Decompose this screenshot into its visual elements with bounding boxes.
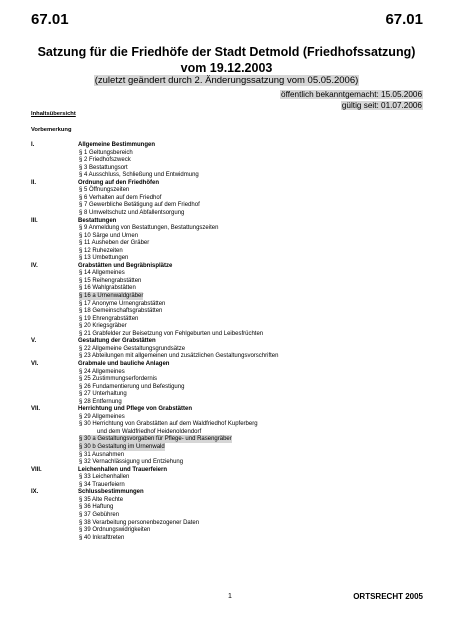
toc-section-title: Gestaltung der Grabstätten	[78, 338, 156, 345]
toc-item-label: § 33 Leichenhallen	[79, 474, 130, 481]
toc-section-number: V.	[31, 338, 37, 345]
toc-item-label: § 21 Grabfelder zur Beisetzung von Fehlgeburten und Leibesfrüchten	[79, 330, 264, 337]
toc-section-number: II.	[31, 179, 37, 186]
toc-item-label: § 9 Anmeldung von Bestattungen, Bestattungszeiten	[79, 225, 219, 232]
toc-item-label: § 34 Trauerfeiern	[79, 481, 125, 488]
published-date-text: öffentlich bekanntgemacht: 15.05.2006	[281, 90, 422, 99]
toc-section-number: VIII.	[31, 466, 42, 473]
toc-section-number: III.	[31, 217, 38, 224]
toc-section-number: I.	[31, 142, 35, 148]
toc-item-label: § 16 Wahlgrabstätten	[79, 285, 136, 292]
valid-date-text: gültig seit: 01.07.2006	[341, 101, 422, 110]
footer-label: ORTSRECHT 2005	[353, 592, 423, 601]
toc-section-number: IX.	[31, 489, 39, 496]
toc-item-label: § 32 Vernachlässigung und Entziehung	[79, 459, 184, 466]
toc-item-label: § 23 Abteilungen mit allgemeinen und zusätzlichen Gestaltungsvorschriften	[79, 353, 279, 360]
toc-section-title: Ordnung auf den Friedhöfen	[78, 179, 159, 186]
page-number: 1	[228, 593, 232, 600]
toc-item-label: § 22 Allgemeine Gestaltungsgrundsätze	[79, 345, 186, 352]
toc-item-label: § 16 a Urnenwaldgräber	[79, 293, 144, 299]
amendment-note	[0, 75, 453, 86]
toc-item-label: § 6 Verhalten auf dem Friedhof	[79, 194, 162, 201]
toc-section-title: Bestattungen	[78, 217, 117, 224]
toc-heading: Inhaltsübersicht	[31, 111, 76, 117]
toc-item-label: und dem Waldfriedhof Heidenoldendorf	[97, 428, 202, 435]
toc-item-label: § 26 Fundamentierung und Befestigung	[79, 383, 185, 390]
toc-item-label: § 40 Inkrafttreten	[79, 534, 125, 541]
toc-section-number: VII.	[31, 406, 41, 413]
toc-section-title: Grabmale und bauliche Anlagen	[78, 360, 170, 367]
toc-section-number: VI.	[31, 360, 39, 367]
toc-item-label: § 12 Ruhezeiten	[79, 247, 123, 254]
toc-section-title: Schlussbestimmungen	[78, 489, 144, 496]
toc-item-label: § 3 Bestattungsort	[79, 164, 128, 171]
preamble-heading: Vorbemerkung	[31, 127, 72, 133]
toc-item-label: § 4 Ausschluss, Schließung und Entwidmung	[79, 172, 199, 179]
toc-item-label: § 1 Geltungsbereich	[79, 149, 133, 156]
toc-item-label: § 2 Friedhofszweck	[79, 157, 131, 164]
toc-item-label: § 15 Reihengrabstätten	[79, 277, 142, 284]
toc-item-label: § 13 Umbettungen	[79, 255, 129, 262]
header-number-right: 67.01	[385, 11, 423, 28]
toc-item-label: § 30 b Gestaltung im Urnenwald	[79, 444, 165, 450]
toc-section-title: Grabstätten und Begräbnisplätze	[78, 262, 173, 269]
toc-item-label: § 37 Gebühren	[79, 511, 120, 518]
toc-item-label: § 38 Verarbeitung personenbezogener Daten	[79, 519, 200, 526]
toc-item-label: § 31 Ausnahmen	[79, 451, 125, 458]
toc-section-title: Herrichtung und Pflege von Grabstätten	[78, 406, 193, 413]
amendment-note-text: (zuletzt geändert durch 2. Änderungssatzung vom 05.05.2006)	[94, 75, 359, 86]
toc-item	[0, 534, 453, 542]
toc-item-label: § 14 Allgemeines	[79, 270, 125, 277]
toc-item-label: § 35 Alte Rechte	[79, 496, 124, 503]
valid-date	[341, 101, 423, 110]
toc-section-title: Leichenhallen und Trauerfeiern	[78, 466, 168, 473]
toc-item-label: § 36 Haftung	[79, 504, 114, 511]
published-date	[280, 90, 423, 99]
toc-item-label: § 5 Öffnungszeiten	[79, 187, 130, 194]
document-title: Satzung für die Friedhöfe der Stadt Detmold (Friedhofssatzung)	[37, 45, 416, 59]
toc-item-label: § 27 Unterhaltung	[79, 391, 127, 398]
toc-item-label: § 39 Ordnungswidrigkeiten	[79, 527, 151, 534]
toc-item-label: § 25 Zustimmungserfordernis	[79, 376, 158, 383]
toc-item-label: § 7 Gewerbliche Betätigung auf dem Friedhof	[79, 202, 200, 209]
toc-item-label: § 18 Gemeinschaftsgrabstätten	[79, 308, 163, 315]
header-number-left: 67.01	[31, 11, 69, 28]
toc-item-label: § 30 a Gestaltungsvorgaben für Pflege- und Rasengräber	[79, 436, 232, 443]
toc-item-label: § 17 Anonyme Urnengrabstätten	[79, 300, 166, 307]
toc-item-label: § 8 Umweltschutz und Abfallentsorgung	[79, 209, 185, 216]
toc-item-label: § 19 Ehrengrabstätten	[79, 315, 139, 322]
toc-item-label: § 29 Allgemeines	[79, 413, 125, 420]
toc-item-label: § 20 Kriegsgräber	[79, 323, 127, 330]
toc-item-label: § 11 Ausheben der Gräber	[79, 240, 150, 247]
toc-section-title: Allgemeine Bestimmungen	[78, 142, 156, 148]
document-date: vom 19.12.2003	[180, 61, 273, 75]
toc-item-label: § 30 Herrichtung von Grabstätten auf dem Waldfriedhof Kupferberg	[79, 421, 258, 428]
toc-section-number: IV.	[31, 262, 38, 269]
toc-item-label: § 10 Särge und Urnen	[79, 232, 139, 239]
toc-item-label: § 24 Allgemeines	[79, 368, 125, 375]
toc-item-label: § 28 Entfernung	[79, 398, 122, 405]
